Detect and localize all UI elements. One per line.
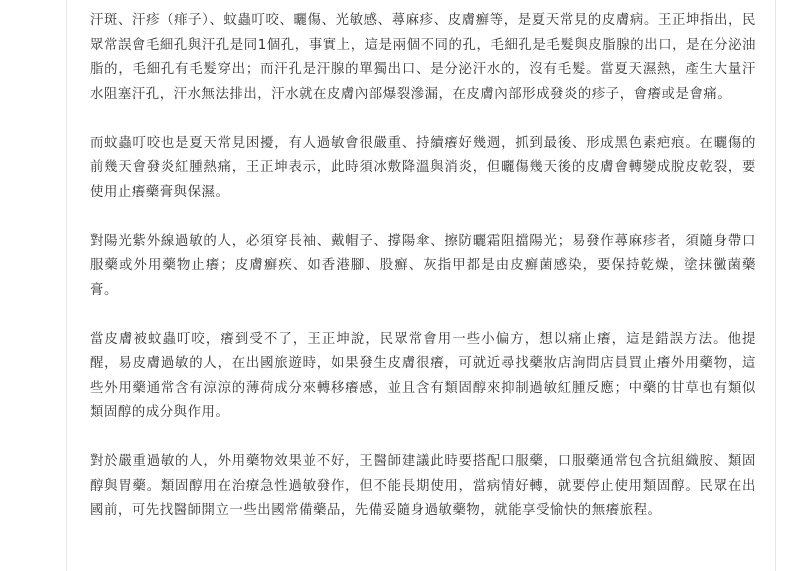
paragraph: 汗斑、汗疹（痱子）、蚊蟲叮咬、曬傷、光敏感、蕁麻疹、皮膚癬等，是夏天常見的皮膚病。王正坤指出，民眾常誤會毛細孔與汗孔是同1個孔，事實上，這是兩個不同的孔，毛細孔是毛髮與皮脂腺的出口，是在分泌油脂的，毛細孔有毛髮穿出；而汗孔是汗腺的單獨出口、是分泌汗水的，沒有毛髮。當夏天濕熱，產生大量汗水阻塞汗孔，汗水無法排出，汗水就在皮膚內部爆裂滲漏，在皮膚內部形成發炎的疹子，會癢或是會痛。 xyxy=(90,13,756,102)
paragraph: 而蚊蟲叮咬也是夏天常見困擾，有人過敏會很嚴重、持續癢好幾週，抓到最後、形成黑色素疤痕。在曬傷的前幾天會發炎紅腫熱痛，王正坤表示，此時須冰敷降溫與消炎，但曬傷幾天後的皮膚會轉變成脫皮乾裂，要使用止癢藥膏與保濕。 xyxy=(90,135,756,200)
article-body xyxy=(90,9,756,548)
paragraph: 對於嚴重過敏的人，外用藥物效果並不好，王醫師建議此時要搭配口服藥，口服藥通常包含抗組織胺、類固醇與胃藥。類固醇用在治療急性過敏發作，但不能長期使用，當病情好轉，就要停止使用類固醇。民眾在出國前，可先找醫師開立一些出國常備藥品，先備妥隨身過敏藥物，就能享受愉快的無癢旅程。 xyxy=(90,454,756,518)
paragraph: 對陽光紫外線過敏的人，必須穿長袖、戴帽子、撐陽傘、擦防曬霜阻擋陽光；易發作蕁麻疹者，須隨身帶口服藥或外用藥物止癢；皮膚癬疾、如香港腳、股癬、灰指甲都是由皮癬菌感染，要保持乾燥，塗抹黴菌藥膏。 xyxy=(90,233,756,298)
paragraph: 當皮膚被蚊蟲叮咬，癢到受不了，王正坤說，民眾常會用一些小偏方，想以痛止癢，這是錯誤方法。他提醒，易皮膚過敏的人，在出國旅遊時，如果發生皮膚很癢，可就近尋找藥妝店詢問店員買止癢外用藥物，這些外用藥通常含有涼涼的薄荷成分來轉移癢感，並且含有類固醇來抑制過敏紅腫反應；中藥的甘草也有類似類固醇的成分與作用。 xyxy=(90,331,756,420)
